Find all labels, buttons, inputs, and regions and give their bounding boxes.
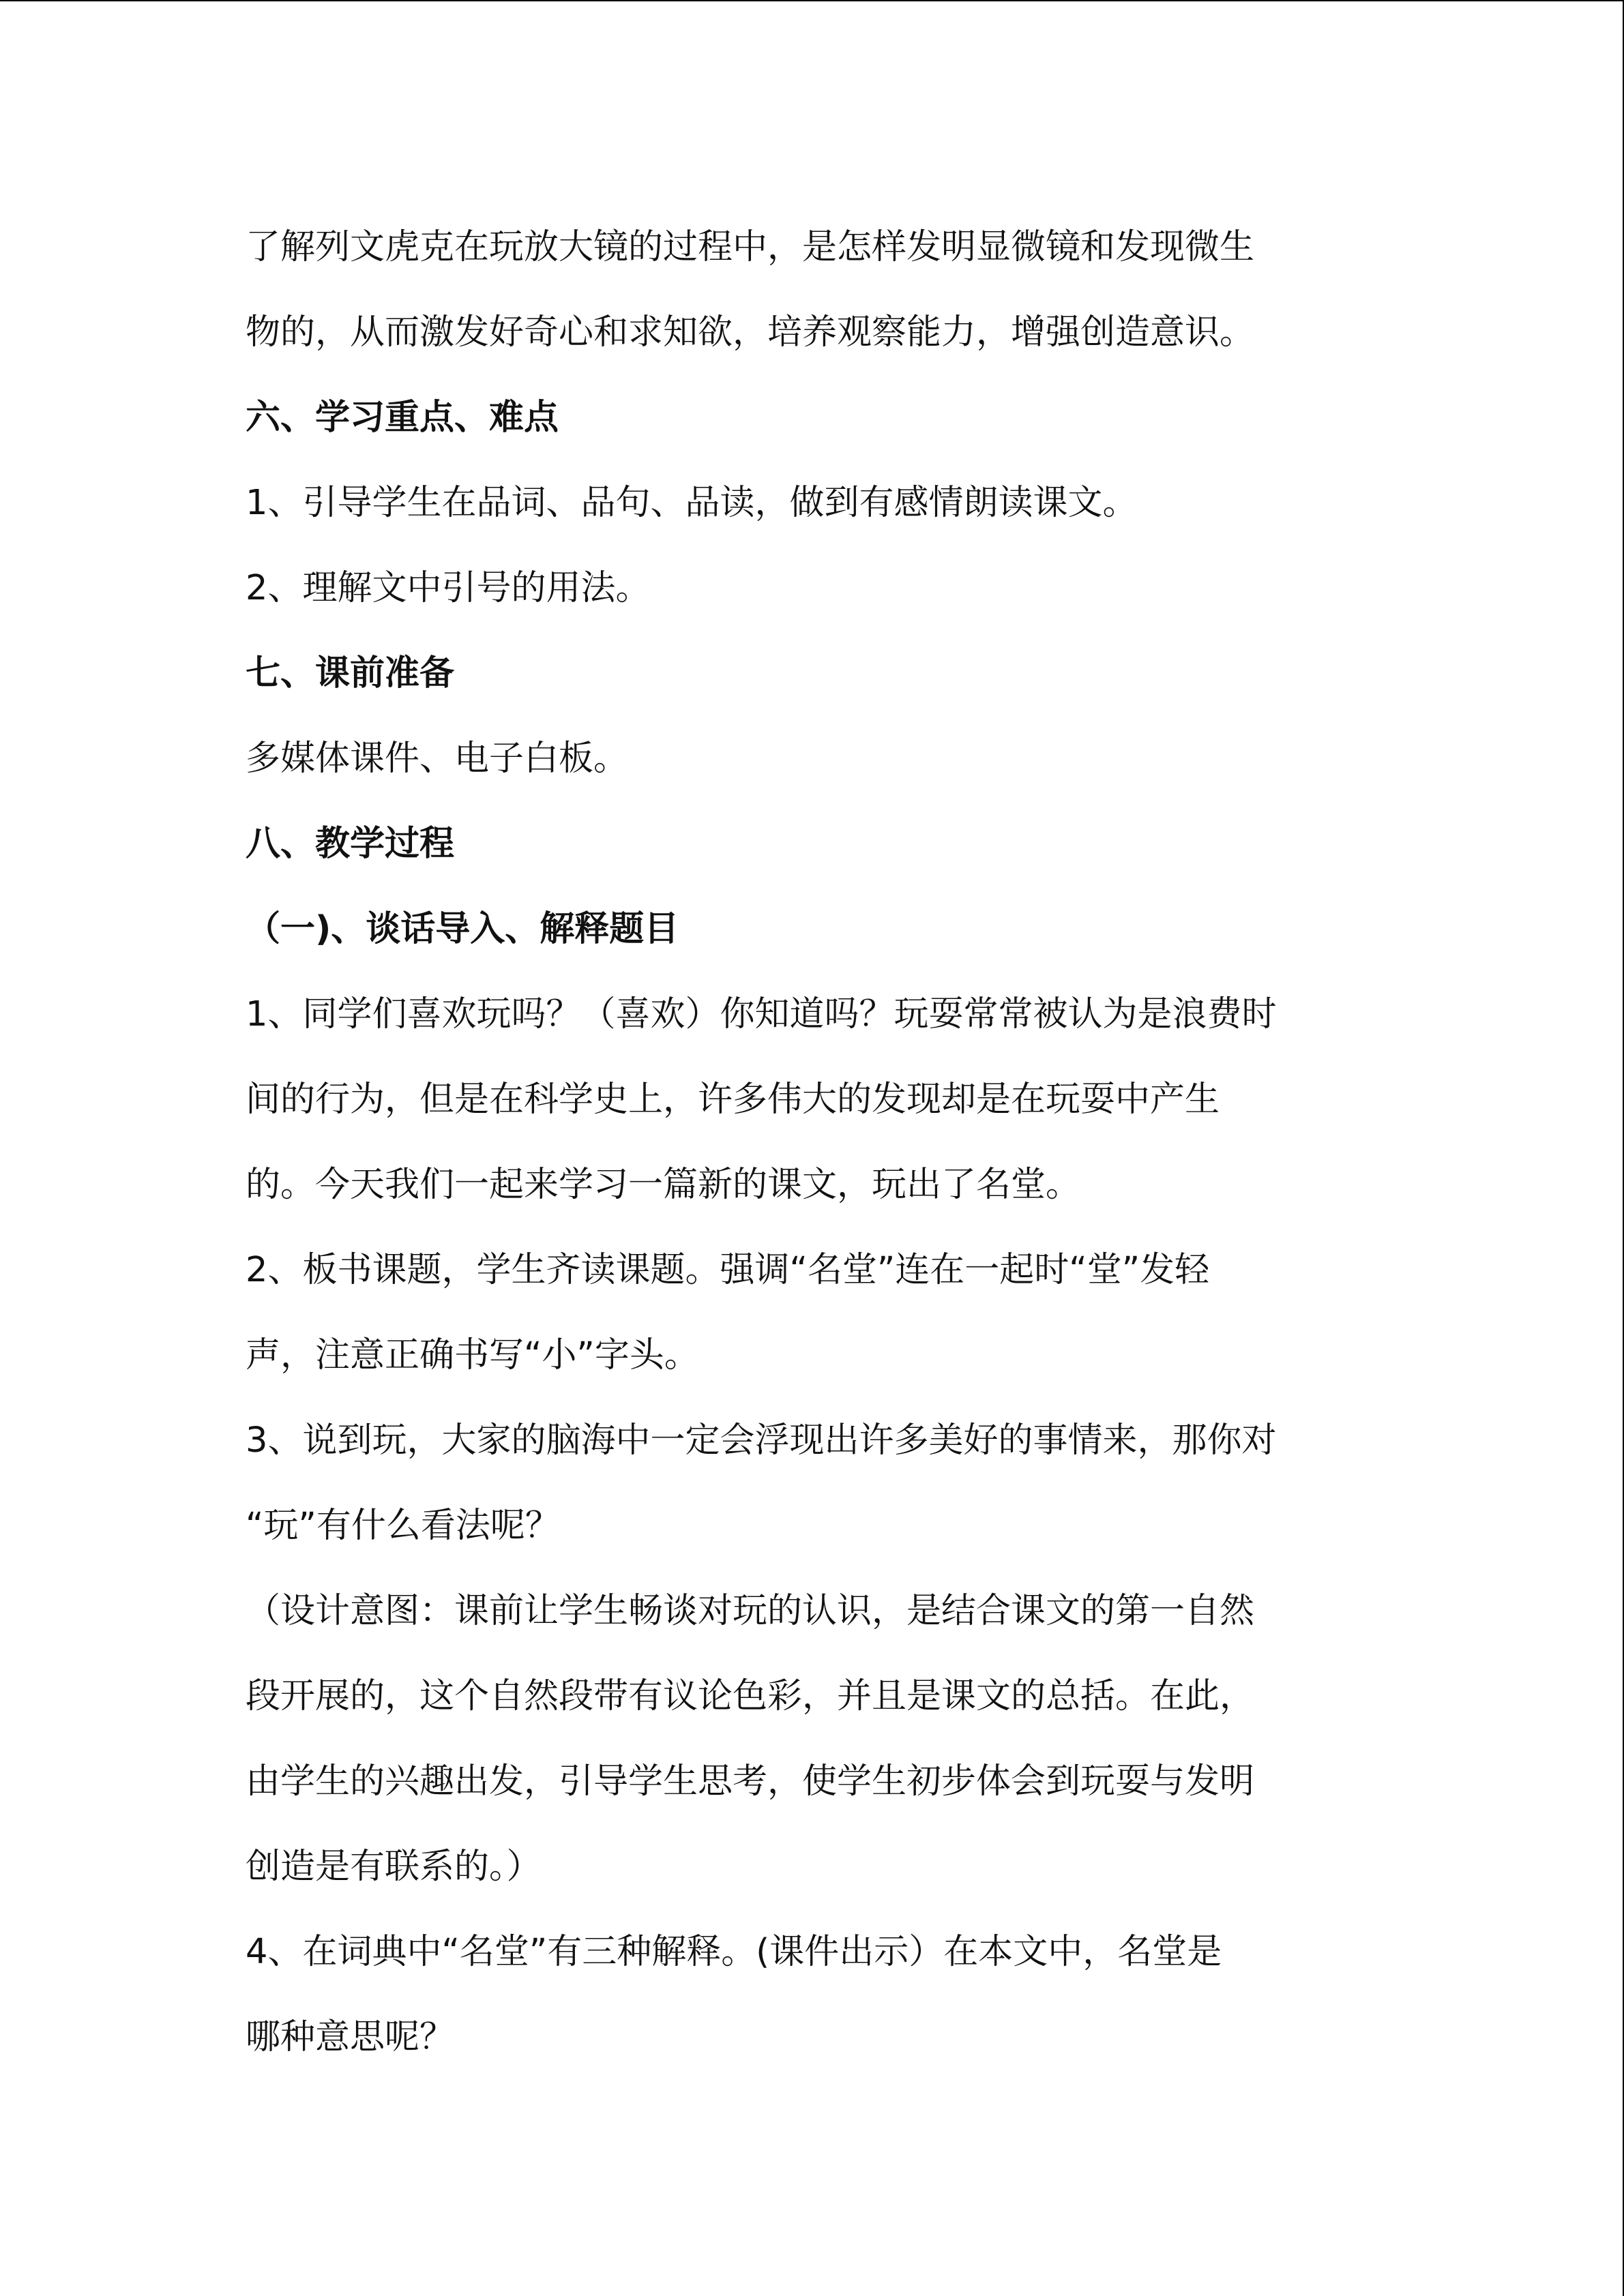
list-item: 1、引导学生在品词、品句、品读，做到有感情朗读课文。 [246, 483, 1138, 523]
design-note-line: （设计意图：课前让学生畅谈对玩的认识，是结合课文的第一自然 [246, 1591, 1255, 1631]
text-line: 哪种意思呢？ [246, 2017, 455, 2057]
list-item: 4、在词典中“名堂”有三种解释。(课件出示）在本文中，名堂是 [246, 1932, 1222, 1972]
text-line: 间的行为，但是在科学史上，许多伟大的发现却是在玩耍中产生 [246, 1079, 1220, 1120]
list-item: 3、说到玩，大家的脑海中一定会浮现出许多美好的事情来，那你对 [246, 1420, 1277, 1461]
text-line: 多媒体课件、电子白板。 [246, 739, 629, 779]
text-line: 物的，从而激发好奇心和求知欲，培养观察能力，增强创造意识。 [246, 312, 1255, 353]
design-note-line: 段开展的，这个自然段带有议论色彩，并且是课文的总括。在此， [246, 1676, 1255, 1716]
list-item: 2、理解文中引号的用法。 [246, 568, 651, 608]
section-heading: 七、课前准备 [246, 653, 455, 694]
list-item: 2、板书课题，学生齐读课题。强调“名堂”连在一起时“堂”发轻 [246, 1250, 1210, 1290]
section-heading: 六、学习重点、难点 [246, 398, 559, 438]
text-line: 的。今天我们一起来学习一篇新的课文，玩出了名堂。 [246, 1165, 1081, 1205]
document-body [246, 205, 1391, 2080]
section-heading: 八、教学过程 [246, 824, 455, 864]
subsection-heading: （一)、谈话导入、解释题目 [246, 909, 679, 949]
text-line: “玩”有什么看法呢？ [246, 1506, 560, 1546]
design-note-line: 由学生的兴趣出发，引导学生思考，使学生初步体会到玩耍与发明 [246, 1761, 1255, 1802]
list-item: 1、同学们喜欢玩吗？（喜欢）你知道吗？玩耍常常被认为是浪费时 [246, 994, 1277, 1034]
text-line: 了解列文虎克在玩放大镜的过程中，是怎样发明显微镜和发现微生 [246, 227, 1255, 267]
design-note-line: 创造是有联系的。） [246, 1847, 542, 1887]
text-line: 声，注意正确书写“小”字头。 [246, 1335, 699, 1375]
